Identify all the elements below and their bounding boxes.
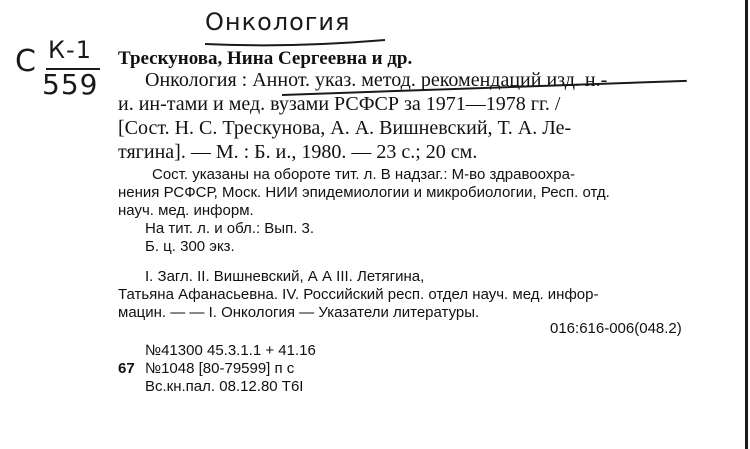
notes-line-1: Сост. указаны на обороте тит. л. В надзаг.: М-во здравоохра-: [152, 166, 575, 183]
classification-number: 016:616-006(048.2): [550, 320, 682, 337]
registry-prefix: 67: [118, 360, 135, 377]
registry-line-2: №1048 [80-79599] п с: [145, 360, 295, 377]
call-number-series: К-1: [48, 36, 92, 64]
call-number-class: С: [15, 44, 37, 79]
title-statement-line-2: и. ин-тами и мед. вузами РСФСР за 1971—1978 гг. /: [118, 93, 561, 115]
call-number-item: 559: [42, 68, 99, 101]
price-note: Б. ц. 300 экз.: [145, 238, 235, 255]
notes-line-3: науч. мед. информ.: [118, 202, 254, 219]
registry-line-3: Вс.кн.пал. 08.12.80 Т6І: [145, 378, 304, 395]
handwritten-heading: Онкология: [205, 8, 351, 36]
tracings-line-3: мацин. — — I. Онкология — Указатели литературы.: [118, 304, 480, 321]
tracings-line-2: Татьяна Афанасьевна. IV. Российский респ. отдел науч. мед. инфор-: [118, 286, 599, 303]
author-heading: Трескунова, Нина Сергеевна и др.: [118, 48, 413, 69]
tracings-line-1: I. Загл. II. Вишневский, А А III. Летягина,: [145, 268, 425, 285]
card-edge: [745, 0, 748, 449]
notes-line-2: нения РСФСР, Моск. НИИ эпидемиологии и микробиологии, Респ. отд.: [118, 184, 610, 201]
registry-line-1: №41300 45.3.1.1 + 41.16: [145, 342, 316, 359]
title-statement-line-1: Онкология : Аннот. указ. метод. рекомендаций изд. н.-: [145, 69, 608, 91]
title-statement-line-4: тягина]. — М. : Б. и., 1980. — 23 с.; 20 см.: [118, 141, 478, 163]
issue-note: На тит. л. и обл.: Вып. 3.: [145, 220, 315, 237]
title-statement-line-3: [Сост. Н. С. Трескунова, А. А. Вишневский, Т. А. Ле-: [118, 117, 572, 139]
